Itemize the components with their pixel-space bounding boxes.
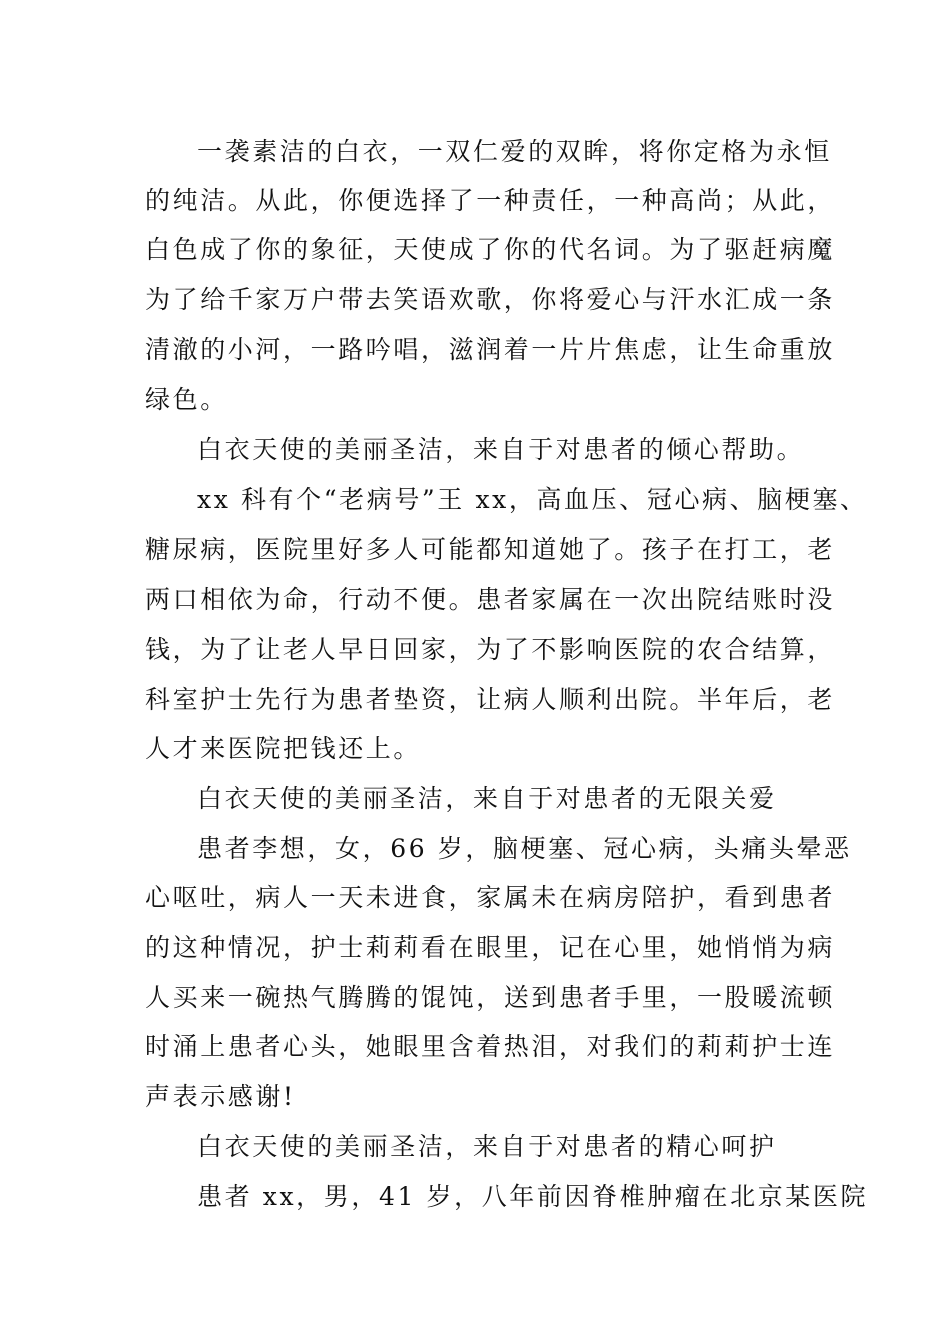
section-heading: 白衣天使的美丽圣洁，来自于对患者的无限关爱 bbox=[197, 784, 777, 813]
section-heading: 白衣天使的美丽圣洁，来自于对患者的倾心帮助。 bbox=[197, 435, 805, 464]
text-line: 时涌上患者心头，她眼里含着热泪，对我们的莉莉护士连 bbox=[145, 1032, 836, 1061]
text-line: 为了给千家万户带去笑语欢歌，你将爱心与汗水汇成一条 bbox=[145, 285, 836, 314]
text-line: 钱，为了让老人早日回家，为了不影响医院的农合结算， bbox=[145, 635, 836, 664]
text-line: xx 科有个“老病号”王 xx，高血压、冠心病、脑梗塞、 bbox=[197, 485, 868, 514]
text-line: 白色成了你的象征，天使成了你的代名词。为了驱赶病魔 bbox=[145, 235, 836, 264]
text-line: 人买来一碗热气腾腾的馄饨，送到患者手里，一股暖流顿 bbox=[145, 983, 836, 1012]
text-line: 糖尿病，医院里好多人可能都知道她了。孩子在打工，老 bbox=[145, 535, 836, 564]
text-line: 心呕吐，病人一天未进食，家属未在病房陪护，看到患者 bbox=[145, 883, 836, 912]
text-line: 人才来医院把钱还上。 bbox=[145, 734, 422, 763]
text-line: 一袭素洁的白衣，一双仁爱的双眸，将你定格为永恒 bbox=[197, 137, 832, 166]
text-line: 患者李想，女，66 岁，脑梗塞、冠心病，头痛头晕恶 bbox=[197, 834, 852, 863]
text-line: 患者 xx，男，41 岁，八年前因脊椎肿瘤在北京某医院 bbox=[197, 1182, 869, 1211]
text-line: 声表示感谢! bbox=[145, 1082, 296, 1111]
section-heading: 白衣天使的美丽圣洁，来自于对患者的精心呵护 bbox=[197, 1132, 777, 1161]
text-line: 清澈的小河，一路吟唱，滋润着一片片焦虑，让生命重放 bbox=[145, 335, 836, 364]
text-line: 两口相依为命，行动不便。患者家属在一次出院结账时没 bbox=[145, 585, 836, 614]
text-line: 科室护士先行为患者垫资，让病人顺利出院。半年后，老 bbox=[145, 685, 836, 714]
text-line: 的纯洁。从此，你便选择了一种责任，一种高尚；从此， bbox=[145, 186, 836, 215]
text-line: 绿色。 bbox=[145, 385, 228, 414]
text-line: 的这种情况，护士莉莉看在眼里，记在心里，她悄悄为病 bbox=[145, 933, 836, 962]
